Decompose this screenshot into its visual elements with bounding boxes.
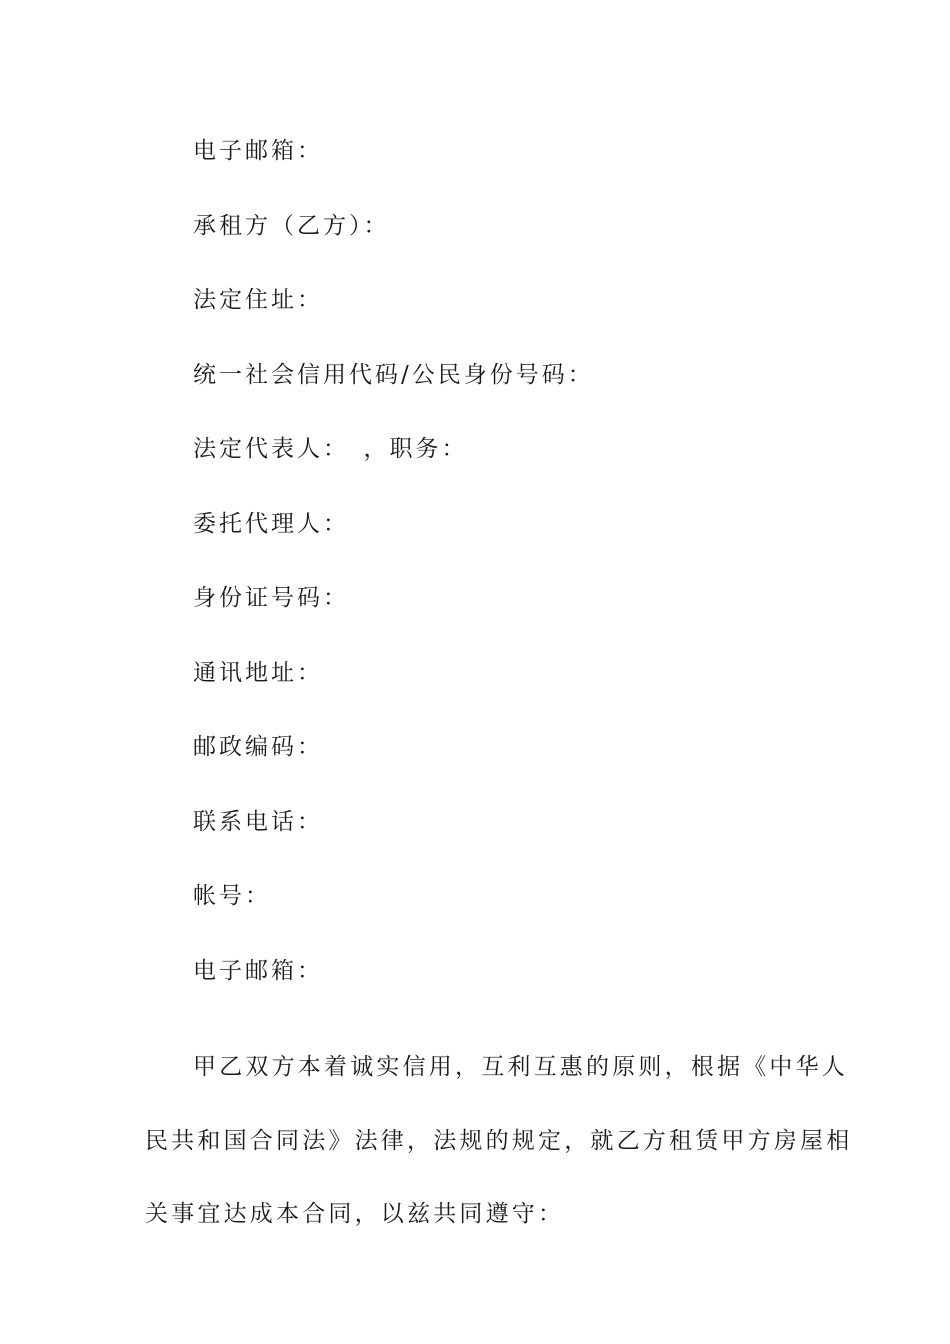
paragraph-line: 甲乙双方本着诚实信用，互利互惠的原则，根据《中华人 bbox=[193, 1054, 848, 1080]
field-credit-code-id-number: 统一社会信用代码/公民身份号码： bbox=[193, 361, 594, 388]
party-info-fields bbox=[193, 132, 594, 1026]
field-mailing-address: 通讯地址： bbox=[193, 659, 323, 686]
field-postal-code: 邮政编码： bbox=[193, 734, 323, 760]
paragraph-line: 关事宜达成本合同，以兹共同遵守： bbox=[145, 1201, 565, 1227]
field-legal-address: 法定住址： bbox=[193, 287, 323, 313]
agreement-preamble-paragraph bbox=[145, 1031, 853, 1252]
field-legal-representative: 法定代表人： ，职务： bbox=[193, 436, 468, 462]
field-email-lessee: 电子邮箱： bbox=[193, 957, 323, 984]
field-phone: 联系电话： bbox=[193, 808, 323, 835]
field-lessee-heading: 承租方（乙方）： bbox=[193, 212, 390, 239]
field-account: 帐号： bbox=[193, 883, 271, 909]
field-authorized-agent: 委托代理人： bbox=[193, 510, 349, 537]
paragraph-line: 民共和国合同法》法律，法规的规定，就乙方租赁甲方房屋相 bbox=[145, 1127, 853, 1154]
field-email-lessor: 电子邮箱： bbox=[193, 138, 323, 164]
field-id-card-number: 身份证号码： bbox=[193, 585, 349, 611]
